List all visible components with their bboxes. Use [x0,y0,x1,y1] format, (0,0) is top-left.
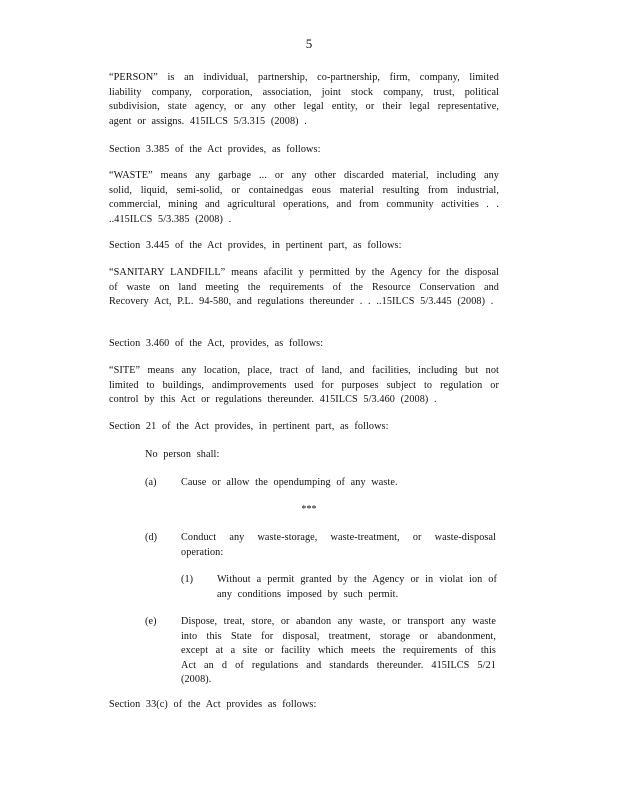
definition-site: “SITE” means any location, place, tract of land, and facilities, including but not limited to buildings, andimprovements used for purposes subject to regulation or control by this Act or regulations thereunder. 415ILCS 5/3.460 (2008) . [109,365,499,406]
definition-sanitary-landfill: “SANITARY LANDFILL” means afacilit y permitted by the Agency for the disposal of waste on land meeting the requirements of the Resource Conservation and Recovery Act, P.L. 94-580, and regulations thereunder . . ..15ILCS 5/3.445 (2008) . [109,267,499,308]
ellipsis-stars: *** [301,504,317,515]
section-21-heading: Section 21 of the Act provides, in pertinent part, as follows: [109,421,389,432]
section-21-intro: No person shall: [145,449,220,460]
definition-waste: “WASTE” means any garbage ... or any other discarded material, including any solid, liquid, semi-solid, or containedgas eous material resulting from industrial, commercial, mining and agricultural operations, and from community activities . . ..415ILCS 5/3.385 (2008) . [109,170,499,225]
definition-person: “PERSON” is an individual, partnership, co-partnership, firm, company, limited liability company, corporation, association, joint stock company, trust, political subdivision, state agency, or any other legal entity, or their legal representative, agent or assigns. 415ILCS 5/3.315 (2008) . [109,72,499,127]
section-33c-heading: Section 33(c) of the Act provides as follows: [109,699,317,710]
item-d1-text: Without a permit granted by the Agency or in violat ion of any conditions imposed by such permit. [217,574,497,600]
item-e-text: Dispose, treat, store, or abandon any waste, or transport any waste into this State for disposal, treatment, storage or abandonment, except at a site or facility which meets the requirements of this Act an d of regulations and standards thereunder. 415ILCS 5/21 (2008). [181,616,496,686]
item-d-label: (d) [145,532,158,543]
item-a-label: (a) [145,477,157,488]
item-d1-label: (1) [181,574,194,585]
item-d-text: Conduct any waste-storage, waste-treatment, or waste-disposal operation: [181,532,496,558]
section-3-445-heading: Section 3.445 of the Act provides, in pertinent part, as follows: [109,240,402,251]
item-a-text: Cause or allow the opendumping of any waste. [181,477,398,488]
section-3-385-heading: Section 3.385 of the Act provides, as follows: [109,144,321,155]
section-3-460-heading: Section 3.460 of the Act, provides, as follows: [109,338,324,349]
item-e-label: (e) [145,616,157,627]
page-number: 5 [305,36,313,51]
